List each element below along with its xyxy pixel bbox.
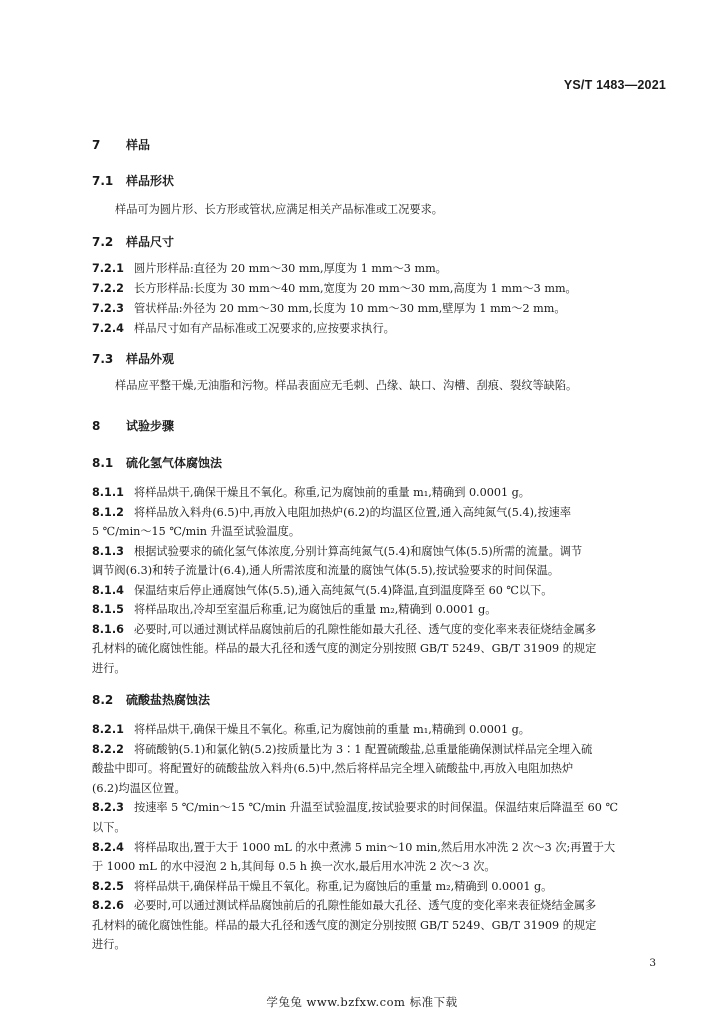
- clause-8-1-6-cont: 进行。: [92, 662, 126, 675]
- section-number: 7: [92, 138, 101, 152]
- section-7-1-heading: [92, 172, 174, 189]
- clause-7-2-3: 7.2.3 管状样品:外径为 20 mm～30 mm,长度为 10 mm～30 mm,壁厚为 1 mm～2 mm。: [92, 302, 566, 315]
- clause-8-1-2-cont: 5 ℃/min～15 ℃/min 升温至试验温度。: [92, 525, 301, 538]
- section-title: 试验步骤: [126, 419, 175, 433]
- section-number: 7.3: [92, 352, 114, 366]
- clause-8-1-6-cont: 孔材料的硫化腐蚀性能。样品的最大孔径和透气度的测定分别按照 GB/T 5249、GB/T 31909 的规定: [92, 642, 597, 655]
- page-number: 3: [649, 957, 656, 969]
- clause-8-1-1: 8.1.1 将样品烘干,确保干燥且不氧化。称重,记为腐蚀前的重量 m₁,精确到 0.0001 g。: [92, 486, 530, 499]
- clause-8-2-2-cont: 酸盐中即可。将配置好的硫酸盐放入料舟(6.5)中,然后将样品完全埋入硫酸盐中,再放入电阻加热炉: [92, 762, 574, 775]
- clause-8-2-4-cont: 于 1000 mL 的水中浸泡 2 h,其间每 0.5 h 换一次水,最后用水冲洗 2 次～3 次。: [92, 860, 496, 873]
- clause-8-1-3: 8.1.3 根据试验要求的硫化氢气体浓度,分别计算高纯氮气(5.4)和腐蚀气体(5.5)所需的流量。调节: [92, 545, 583, 558]
- standard-code: YS/T 1483—2021: [563, 78, 666, 92]
- section-title: 硫化氢气体腐蚀法: [126, 456, 223, 470]
- section-title: 样品: [126, 138, 151, 152]
- clause-8-2-6: 8.2.6 必要时,可以通过测试样品腐蚀前后的孔隙性能如最大孔径、透气度的变化率来表征烧结金属多: [92, 899, 597, 912]
- section-number: 8.2: [92, 693, 114, 707]
- clause-7-2-4: 7.2.4 样品尺寸如有产品标准或工况要求的,应按要求执行。: [92, 322, 395, 335]
- clause-8-2-1: 8.2.1 将样品烘干,确保干燥且不氧化。称重,记为腐蚀前的重量 m₁,精确到 0.0001 g。: [92, 723, 530, 736]
- section-8-heading: [92, 417, 174, 434]
- section-title: 样品尺寸: [126, 235, 175, 249]
- section-number: 8: [92, 419, 101, 433]
- section-number: 7.1: [92, 174, 114, 188]
- clause-8-2-2: 8.2.2 将硫酸钠(5.1)和氯化钠(5.2)按质量比为 3∶1 配置硫酸盐,总重量能确保测试样品完全埋入硫: [92, 743, 593, 756]
- section-number: 8.1: [92, 456, 114, 470]
- clause-8-2-6-cont: 孔材料的硫化腐蚀性能。样品的最大孔径和透气度的测定分别按照 GB/T 5249、GB/T 31909 的规定: [92, 919, 597, 932]
- section-title: 样品形状: [126, 174, 175, 188]
- clause-8-2-2-cont: (6.2)均温区位置。: [92, 782, 186, 795]
- watermark-footer: 学兔兔 www.bzfxw.com 标准下载: [266, 995, 458, 1009]
- section-7-3-heading: [92, 350, 174, 367]
- clause-8-2-3: 8.2.3 按速率 5 ℃/min～15 ℃/min 升温至试验温度,按试验要求的时间保温。保温结束后降温至 60 ℃: [92, 801, 618, 814]
- clause-8-1-3-cont: 调节阀(6.3)和转子流量计(6.4),通人所需浓度和流量的腐蚀气体(5.5),按试验要求的时间保温。: [92, 564, 560, 577]
- clause-7-2-2: 7.2.2 长方形样品:长度为 30 mm～40 mm,宽度为 20 mm～30 mm,高度为 1 mm～3 mm。: [92, 282, 577, 295]
- clause-8-2-4: 8.2.4 将样品取出,置于大于 1000 mL 的水中煮沸 5 min～10 min,然后用水冲洗 2 次～3 次;再置于大: [92, 841, 616, 854]
- clause-8-1-4: 8.1.4 保温结束后停止通腐蚀气体(5.5),通入高纯氮气(5.4)降温,直到温度降至 60 ℃以下。: [92, 584, 553, 597]
- section-number: 7.2: [92, 235, 114, 249]
- clause-8-2-5: 8.2.5 将样品烘干,确保样品干燥且不氧化。称重,记为腐蚀后的重量 m₂,精确到 0.0001 g。: [92, 880, 553, 893]
- section-7-heading: [92, 136, 150, 153]
- section-7-3-text: 样品应平整干燥,无油脂和污物。样品表面应无毛刺、凸缘、缺口、沟槽、刮痕、裂纹等缺陷。: [115, 379, 578, 392]
- clause-8-1-2: 8.1.2 将样品放入料舟(6.5)中,再放入电阻加热炉(6.2)的均温区位置,通入高纯氮气(5.4),按速率: [92, 506, 572, 519]
- section-7-1-text: 样品可为圆片形、长方形或管状,应满足相关产品标准或工况要求。: [115, 203, 443, 216]
- section-title: 硫酸盐热腐蚀法: [126, 693, 211, 707]
- section-8-2-heading: [92, 691, 210, 708]
- clause-8-1-5: 8.1.5 将样品取出,冷却至室温后称重,记为腐蚀后的重量 m₂,精确到 0.0001 g。: [92, 603, 497, 616]
- section-8-1-heading: [92, 454, 222, 471]
- clause-7-2-1: 7.2.1 圆片形样品:直径为 20 mm～30 mm,厚度为 1 mm～3 mm。: [92, 262, 447, 275]
- section-7-2-heading: [92, 233, 174, 250]
- clause-8-1-6: 8.1.6 必要时,可以通过测试样品腐蚀前后的孔隙性能如最大孔径、透气度的变化率来表征烧结金属多: [92, 623, 597, 636]
- section-title: 样品外观: [126, 352, 175, 366]
- clause-8-2-3-cont: 以下。: [92, 821, 126, 834]
- clause-8-2-6-cont: 进行。: [92, 938, 126, 951]
